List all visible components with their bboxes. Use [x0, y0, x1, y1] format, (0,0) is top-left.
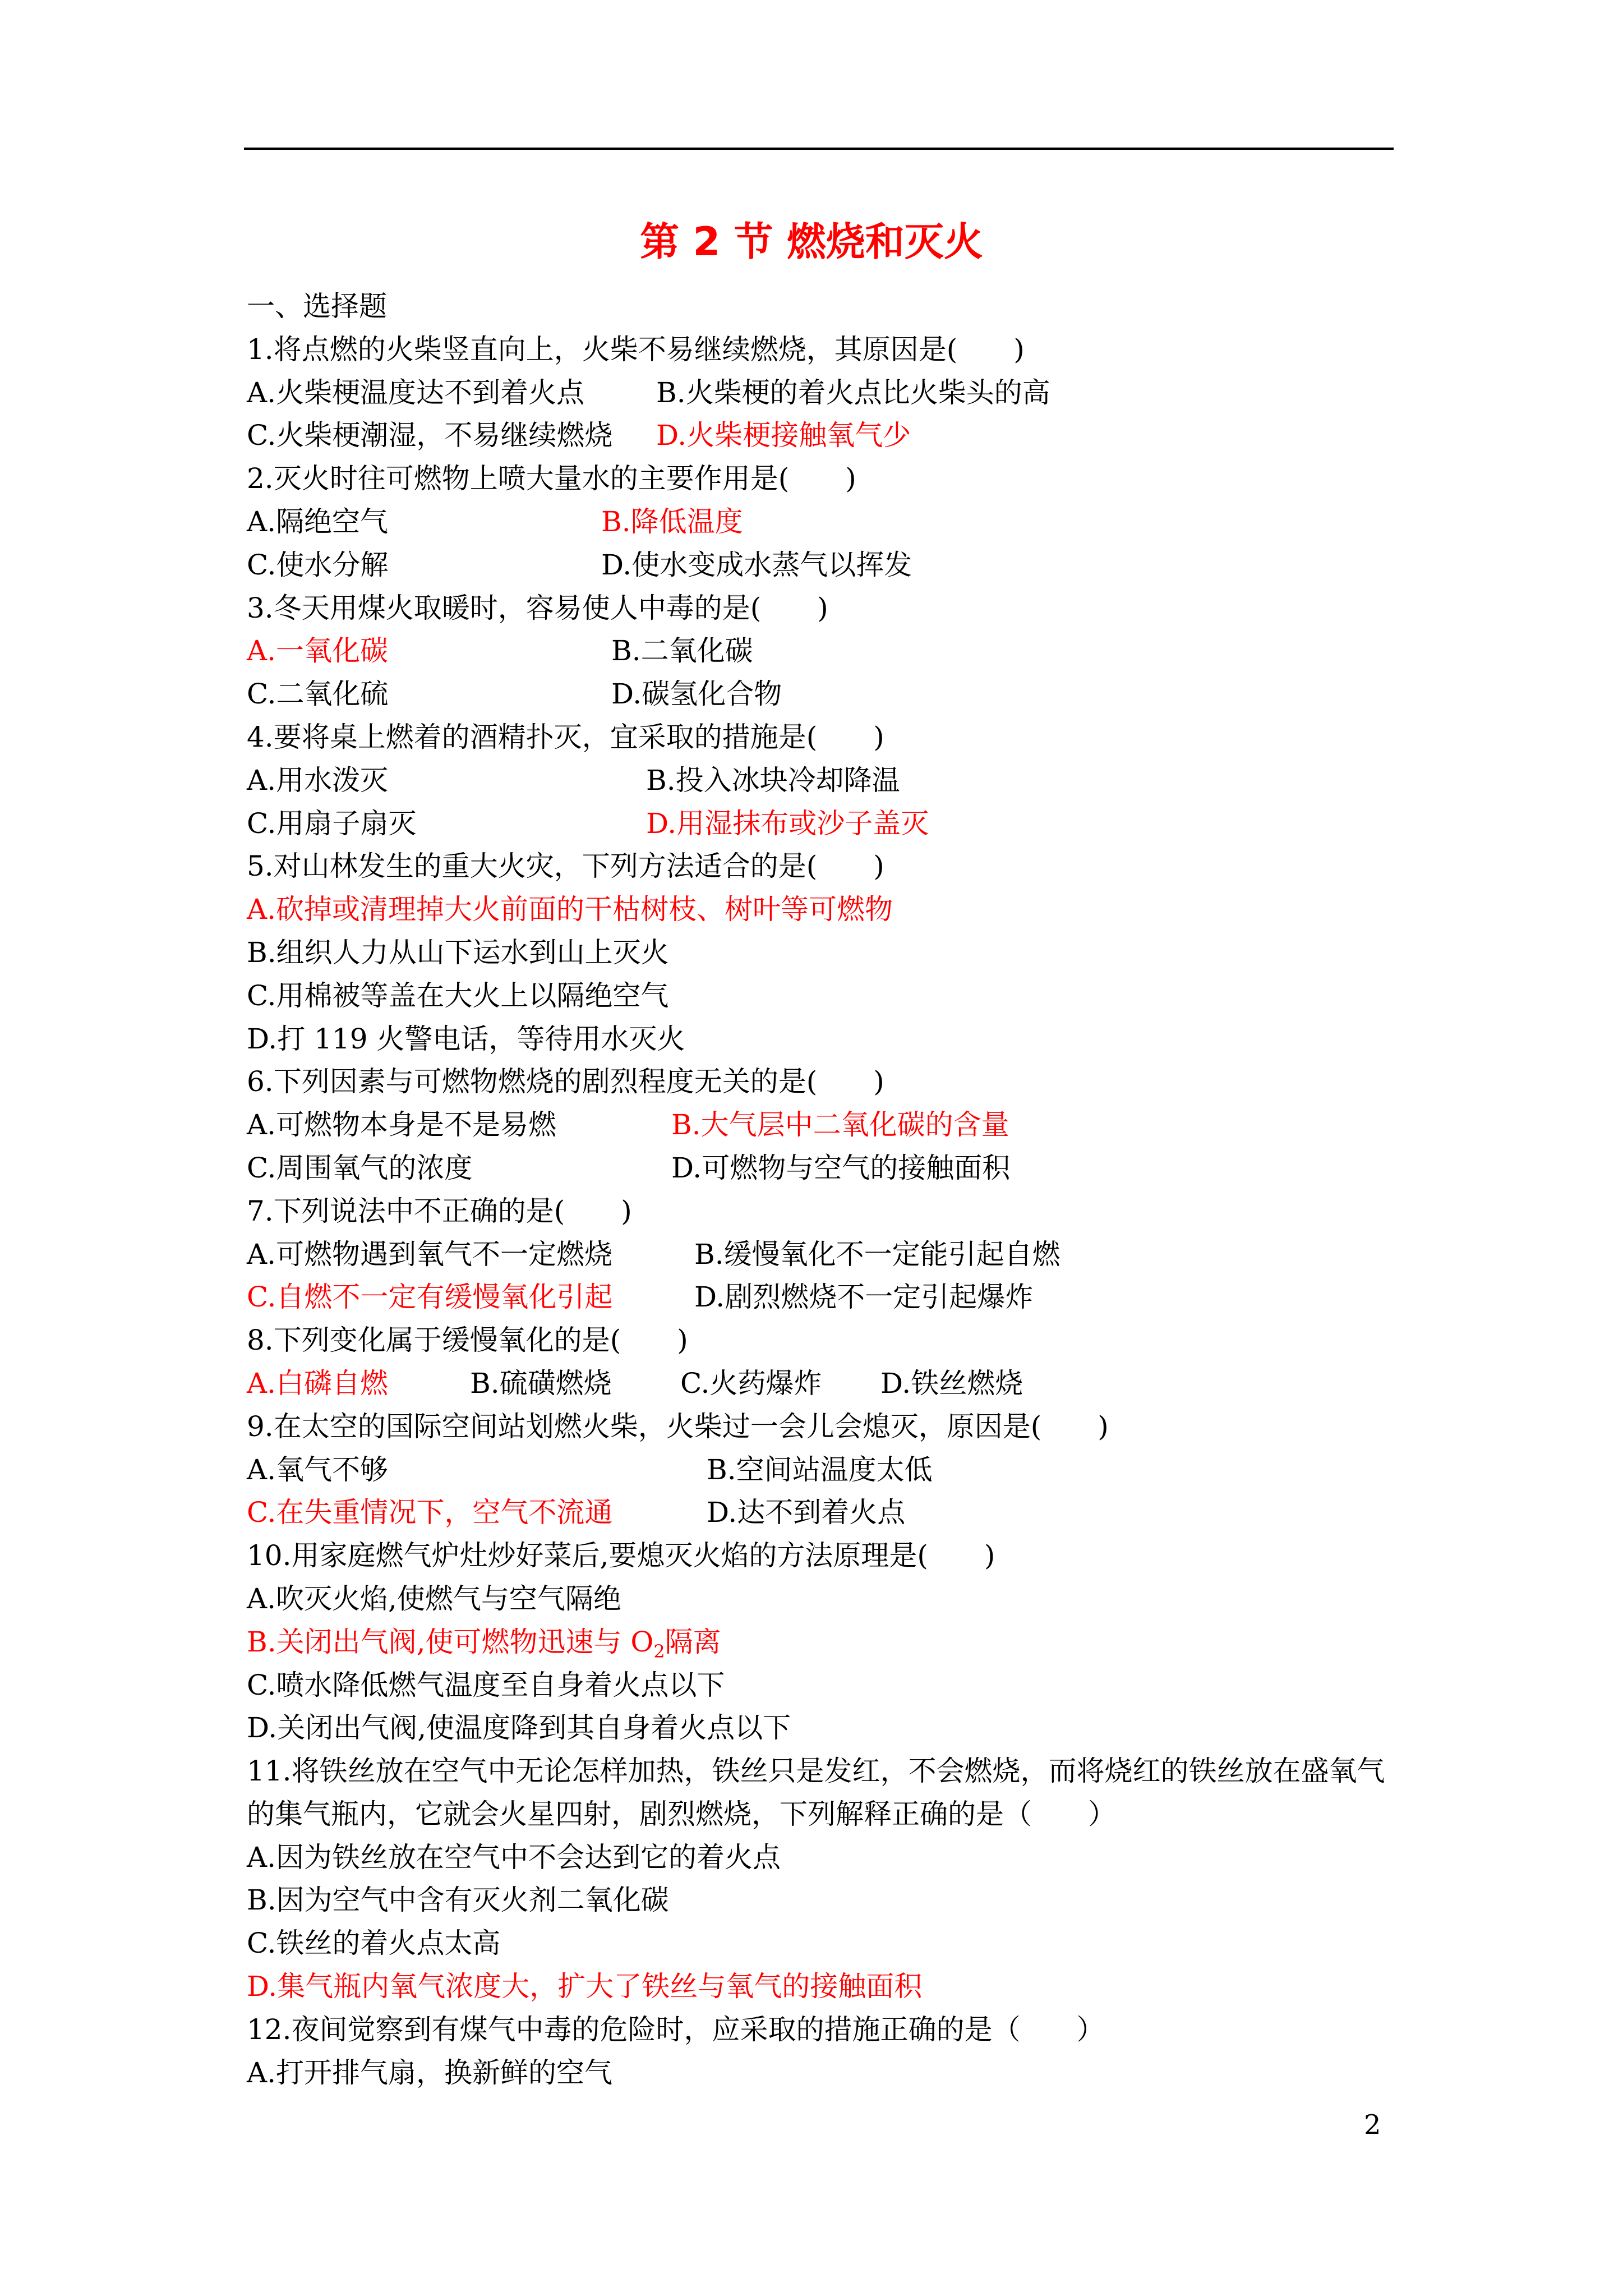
- option: D.碳氢化合物: [611, 678, 782, 711]
- option-row: [247, 1448, 1402, 1492]
- option: B.因为空气中含有灭火剂二氧化碳: [247, 1884, 669, 1917]
- option: C.使水分解: [247, 548, 389, 581]
- answer-option: B.降低温度: [601, 505, 743, 538]
- option: A.吹灭火焰,使燃气与空气隔绝: [247, 1582, 621, 1615]
- option-row: [247, 414, 1402, 457]
- answer-option: D.火柴梗接触氧气少: [656, 419, 911, 452]
- answer-option: A.一氧化碳: [247, 634, 389, 668]
- answer-option: D.用湿抹布或沙子盖灭: [646, 807, 929, 840]
- option: B.空间站温度太低: [707, 1453, 933, 1486]
- question-stem: 9.在太空的国际空间站划燃火柴，火柴过一会儿会熄灭，原因是( ): [247, 1410, 1109, 1443]
- option-row: [247, 1879, 1402, 1922]
- option-row: [247, 1577, 1402, 1621]
- option: C.二氧化硫: [247, 678, 389, 711]
- option-row: [247, 1836, 1402, 1879]
- question-stem: 12.夜间觉察到有煤气中毒的危险时，应采取的措施正确的是（ ）: [247, 2013, 1105, 2046]
- option: A.氧气不够: [247, 1453, 389, 1486]
- answer-option: D.集气瓶内氧气浓度大，扩大了铁丝与氧气的接触面积: [247, 1970, 923, 2003]
- option: A.隔绝空气: [247, 505, 389, 538]
- header-rule: [244, 148, 1394, 150]
- question-stem: 8.下列变化属于缓慢氧化的是( ): [247, 1324, 688, 1357]
- option-row: [247, 974, 1402, 1018]
- option: A.因为铁丝放在空气中不会达到它的着火点: [247, 1841, 781, 1874]
- answer-option: B.大气层中二氧化碳的含量: [671, 1108, 1009, 1142]
- option: B.二氧化碳: [611, 634, 753, 668]
- option: A.可燃物遇到氧气不一定燃烧: [247, 1237, 613, 1271]
- option: C.铁丝的着火点太高: [247, 1927, 501, 1960]
- answer-option: A.白磷自燃: [247, 1366, 389, 1400]
- option: A.火柴梗温度达不到着火点: [247, 376, 585, 409]
- subscript: 2: [653, 1640, 665, 1662]
- option-tail: 隔离: [665, 1625, 721, 1658]
- question-stem: 10.用家庭燃气炉灶炒好菜后,要熄灭火焰的方法原理是( ): [247, 1539, 995, 1572]
- option: B.缓慢氧化不一定能引起自燃: [694, 1237, 1061, 1271]
- option-row: [247, 673, 1402, 716]
- option-row: [247, 1621, 1402, 1664]
- option: D.使水变成水蒸气以挥发: [601, 548, 912, 581]
- answer-option: B.关闭出气阀,使可燃物迅速与 O: [247, 1625, 654, 1658]
- option-row: [247, 1147, 1402, 1190]
- option-row: [247, 802, 1402, 845]
- option-row: [247, 2051, 1402, 2095]
- option-row: [247, 759, 1402, 802]
- option: B.投入冰块冷却降温: [646, 763, 900, 797]
- question-list: [247, 285, 1402, 2094]
- answer-option: C.在失重情况下，空气不流通: [247, 1496, 613, 1529]
- option-row: [247, 1664, 1402, 1707]
- section-heading: 一、选择题: [247, 290, 387, 323]
- option: C.喷水降低燃气温度至自身着火点以下: [247, 1668, 725, 1701]
- option: C.用扇子扇灭: [247, 807, 417, 840]
- option: D.打 119 火警电话，等待用水灭火: [247, 1022, 685, 1055]
- option: B.组织人力从山下运水到山上灭火: [247, 936, 669, 969]
- option-row: [247, 629, 1402, 673]
- option: D.达不到着火点: [707, 1496, 906, 1529]
- question-stem: 3.冬天用煤火取暖时，容易使人中毒的是( ): [247, 591, 828, 624]
- option: A.可燃物本身是不是易燃: [247, 1108, 557, 1142]
- option: C.用棉被等盖在大火上以隔绝空气: [247, 979, 669, 1012]
- question-stem: 6.下列因素与可燃物燃烧的剧烈程度无关的是( ): [247, 1065, 884, 1098]
- question-stem: 5.对山林发生的重大火灾，下列方法适合的是( ): [247, 850, 884, 883]
- option-row: [247, 371, 1402, 415]
- option: D.可燃物与空气的接触面积: [671, 1151, 1011, 1184]
- option-row: [247, 1233, 1402, 1276]
- option-row: [247, 1103, 1402, 1147]
- option-row: [247, 500, 1402, 544]
- option-row: [247, 931, 1402, 974]
- answer-option: C.自燃不一定有缓慢氧化引起: [247, 1281, 613, 1314]
- option: B.硫磺燃烧: [470, 1366, 612, 1400]
- option: C.火柴梗潮湿，不易继续燃烧: [247, 419, 613, 452]
- option: D.关闭出气阀,使温度降到其自身着火点以下: [247, 1711, 791, 1745]
- option-row: [247, 1491, 1402, 1534]
- option-row: [247, 1018, 1402, 1061]
- option: C.周围氧气的浓度: [247, 1151, 473, 1184]
- option: A.用水泼灭: [247, 763, 389, 797]
- option-row: [247, 1922, 1402, 1965]
- option: A.打开排气扇，换新鲜的空气: [247, 2056, 613, 2089]
- option: D.剧烈燃烧不一定引起爆炸: [694, 1281, 1034, 1314]
- option-row: [247, 544, 1402, 587]
- option-row: [247, 1965, 1402, 2008]
- page-title: 第 2 节 燃烧和灭火: [640, 219, 983, 265]
- answer-option: A.砍掉或清理掉大火前面的干枯树枝、树叶等可燃物: [247, 893, 893, 926]
- option: B.火柴梗的着火点比火柴头的高: [656, 376, 1050, 409]
- question-stem: 4.要将桌上燃着的酒精扑灭，宜采取的措施是( ): [247, 720, 884, 753]
- question-stem: 1.将点燃的火柴竖直向上，火柴不易继续燃烧，其原因是( ): [247, 333, 1025, 366]
- page-number: 2: [1364, 2109, 1381, 2141]
- option-row: [247, 1276, 1402, 1319]
- option-row: [247, 1706, 1402, 1750]
- option: D.铁丝燃烧: [880, 1366, 1023, 1400]
- question-stem: 2.灭火时往可燃物上喷大量水的主要作用是( ): [247, 462, 856, 495]
- option: C.火药爆炸: [680, 1366, 822, 1400]
- question-stem: 7.下列说法中不正确的是( ): [247, 1194, 632, 1227]
- option-row: [247, 888, 1402, 931]
- question-stem: 11.将铁丝放在空气中无论怎样加热，铁丝只是发红，不会燃烧，而将烧红的铁丝放在盛氧气的集气瓶内，它就会火星四射，剧烈燃烧，下列解释正确的是（ ）: [247, 1755, 1385, 1830]
- option-row: [247, 1362, 1402, 1405]
